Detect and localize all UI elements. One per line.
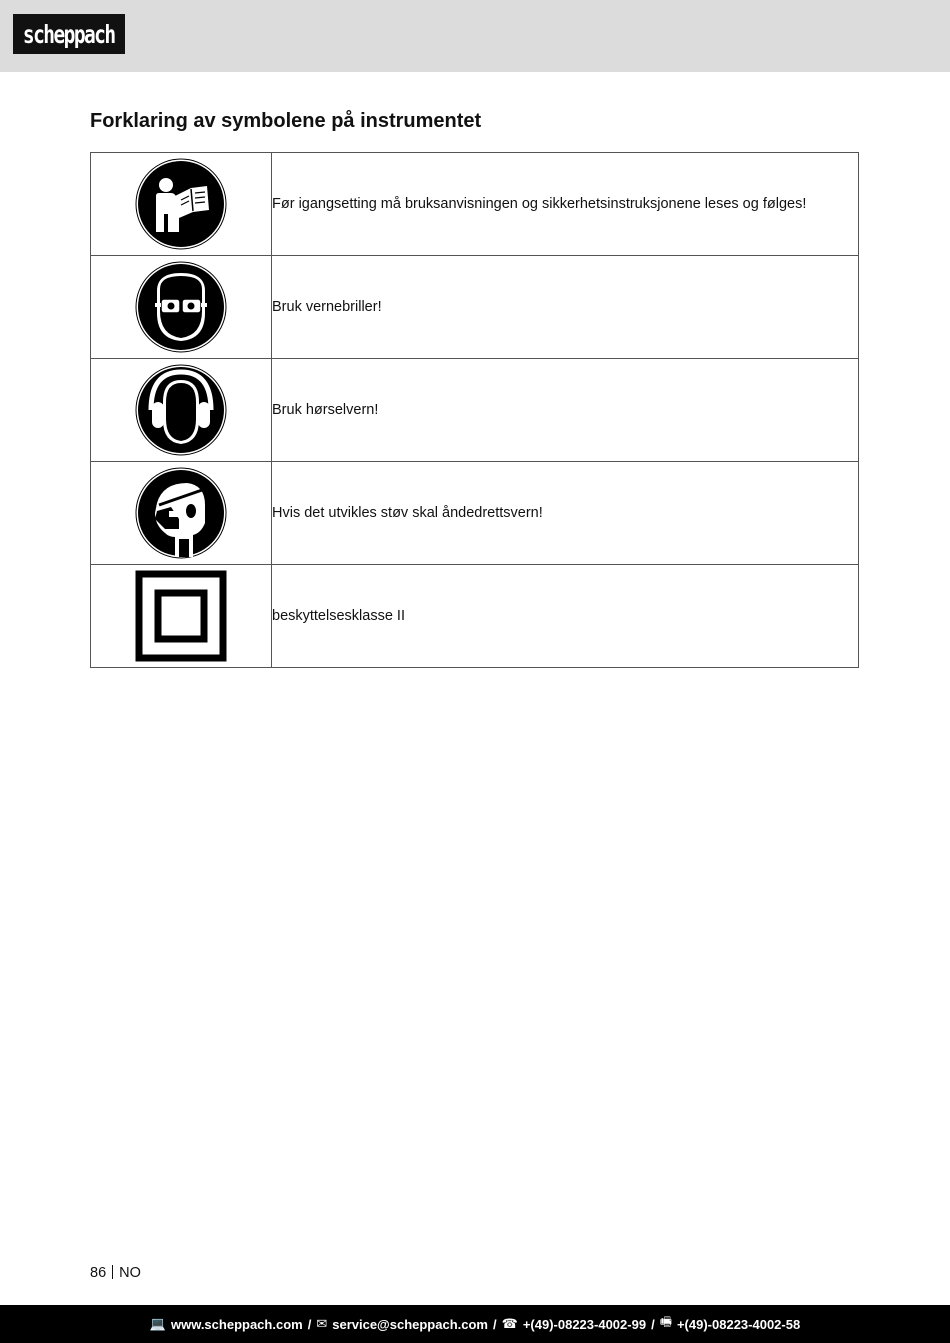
- brand-name: scheppach: [23, 19, 115, 49]
- separator: [112, 1265, 113, 1279]
- respirator-icon: [135, 467, 227, 559]
- page-number-value: 86: [90, 1265, 107, 1281]
- separator: /: [493, 1316, 497, 1332]
- mail-icon: ✉: [316, 1316, 328, 1331]
- safety-goggles-icon: [135, 261, 227, 353]
- symbol-description: beskyttelsesklasse II: [272, 565, 859, 668]
- email-link[interactable]: service@scheppach.com: [332, 1316, 488, 1332]
- table-row: [91, 256, 859, 359]
- fax-icon: 🖷: [659, 1314, 672, 1329]
- icon-cell: [91, 565, 272, 668]
- table-row: [91, 462, 859, 565]
- symbols-table: [90, 152, 859, 668]
- hearing-protection-icon: [135, 364, 227, 456]
- phone-number[interactable]: +(49)-08223-4002-99: [522, 1316, 647, 1332]
- table-row: [91, 359, 859, 462]
- icon-cell: [91, 359, 272, 462]
- separator: /: [651, 1316, 655, 1332]
- read-manual-icon: [135, 158, 227, 250]
- fax-number: +(49)-08223-4002-58: [676, 1316, 801, 1332]
- phone-icon: ☎: [501, 1316, 518, 1331]
- scheppach-logo[interactable]: [13, 14, 125, 54]
- symbol-description: Bruk hørselvern!: [272, 359, 859, 462]
- page-title: Forklaring av symbolene på instrumentet: [90, 110, 482, 132]
- table-row: [91, 153, 859, 256]
- icon-cell: [91, 256, 272, 359]
- symbol-description: Før igangsetting må bruksanvisningen og sikkerhetsinstruksjonene leses og følges!: [272, 153, 859, 256]
- website-link[interactable]: www.scheppach.com: [170, 1316, 303, 1332]
- icon-cell: [91, 462, 272, 565]
- header-band: [0, 0, 950, 72]
- symbol-description: Bruk vernebriller!: [272, 256, 859, 359]
- icon-cell: [91, 153, 272, 256]
- footer-contact-bar: [0, 1305, 950, 1343]
- protection-class-ii-icon: [135, 570, 227, 662]
- page-number: [90, 1265, 141, 1281]
- symbol-description: Hvis det utvikles støv skal åndedrettsvern!: [272, 462, 859, 565]
- computer-icon: 💻: [149, 1316, 166, 1331]
- table-row: [91, 565, 859, 668]
- language-code: NO: [119, 1265, 141, 1281]
- separator: /: [307, 1316, 312, 1332]
